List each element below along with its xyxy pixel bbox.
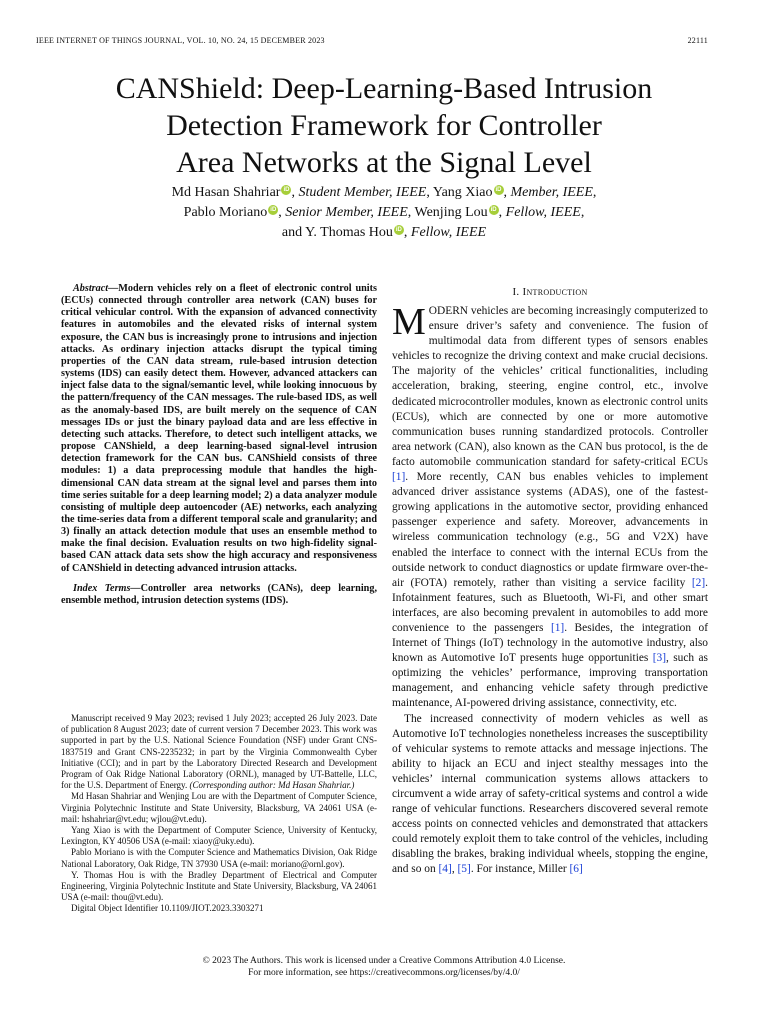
abstract-text: Modern vehicles rely on a fleet of electronic control units (ECUs) connected through controller area network (CAN) buses for critical vehicular control. With the expansion of advanced connectivity features in automobiles and the elevated risks of internal system exposure, the CAN bus is increasingly prone to intrusions and injection attacks. As ordinary injection attacks disrupt the typical timing properties of the CAN data stream, rule-based intrusion detection systems (IDS) can easily detect them. However, advanced attackers can inject false data to the signal/semantic level, while looking innocuous by the pattern/frequency of the CAN messages. The rule-based IDS, as well as the anomaly-based IDS, are built merely on the sequence of CAN messages IDs or just the binary payload data and are less effective in detecting such attacks. Therefore, to detect such intelligent attacks, we propose CANShield, a deep learning-based signal-level intrusion detection framework for the CAN bus. CANShield consists of three modules: 1) a data preprocessing module that handles the high-dimensional CAN data stream at the signal level and parses them into time series suitable for a deep learning model; 2) a data analyzer module consisting of multiple deep autoencoder (AE) networks, each analyzing the time-series data from a different temporal scale and granularity; and 3) finally an attack detection module that uses an ensemble method to make the final decision. Evaluation results on two high-fidelity signal-based CAN attack data sets show the high accuracy and responsiveness of CANShield in detecting advanced intrusion attacks.	[61, 283, 377, 574]
title-line-2: Detection Framework for Controller	[166, 109, 602, 142]
index-terms-label: Index Terms—	[73, 582, 141, 594]
journal-header: IEEE INTERNET OF THINGS JOURNAL, VOL. 10, NO. 24, 15 DECEMBER 2023	[36, 36, 325, 45]
author-role: Fellow, IEEE	[410, 225, 487, 240]
corresponding-author: (Corresponding author: Md Hasan Shahriar.)	[189, 780, 355, 791]
footnote: Pablo Moriano is with the Computer Science and Mathematics Division, Oak Ridge National Laboratory, Oak Ridge, TN 37930 USA (e-mail: moriano@ornl.gov).	[61, 847, 377, 869]
section-title: Introduction	[522, 286, 588, 298]
section-number: I.	[512, 286, 520, 298]
orcid-icon[interactable]: iD	[270, 207, 277, 213]
intro-text: . Besides, the integration of Internet of Things (IoT) technology in the automotive industry, also known as Automotive IoT presents huge opportunities	[392, 621, 708, 665]
drop-cap: M	[392, 301, 426, 343]
author-name: and Y. Thomas Hou	[281, 225, 393, 240]
intro-text: . For instance, Miller	[470, 863, 570, 876]
running-head	[36, 36, 708, 45]
orcid-icon[interactable]: iD	[283, 187, 290, 193]
author-role: Member, IEEE	[510, 185, 593, 200]
author-name: Md Hasan Shahriar	[171, 185, 281, 200]
left-column	[61, 283, 377, 607]
author-role: Student Member, IEEE	[298, 185, 427, 200]
citation-link[interactable]: [1]	[550, 621, 565, 634]
footnote: Y. Thomas Hou is with the Bradley Department of Electrical and Computer Engineering, Virginia Polytechnic Institute and State University, Blacksburg, VA 24061 USA (e-mail: thou@vt.edu).	[61, 869, 377, 903]
author-name: Pablo Moriano	[183, 205, 268, 220]
author-name: Wenjing Lou	[414, 205, 488, 220]
license-url[interactable]: For more information, see https://creativecommons.org/licenses/by/4.0/	[248, 968, 520, 978]
citation-link[interactable]: [5]	[457, 863, 471, 876]
footnote: Yang Xiao is with the Department of Computer Science, University of Kentucky, Lexington, KY 40506 USA (e-mail: xiaoy@uky.edu).	[61, 825, 377, 847]
citation-link[interactable]: [2]	[691, 576, 706, 589]
abstract-label: Abstract—	[73, 283, 119, 294]
license-line: © 2023 The Authors. This work is licensed under a Creative Commons Attribution 4.0 License.	[202, 956, 566, 966]
intro-paragraph	[392, 301, 708, 712]
intro-text: . Infotainment features, such as Bluetooth, Wi-Fi, and other smart interfaces, are also becoming prevalent in automobiles to add more convenience to the passengers	[392, 576, 708, 634]
orcid-icon[interactable]: iD	[495, 187, 502, 193]
introduction-body	[392, 301, 708, 878]
abstract	[61, 283, 377, 575]
doi[interactable]: Digital Object Identifier 10.1109/JIOT.2023.3303271	[71, 903, 264, 914]
page-number: 22111	[687, 36, 708, 45]
orcid-icon[interactable]: iD	[490, 207, 497, 213]
footnote-funding: Manuscript received 9 May 2023; revised 1 July 2023; accepted 26 July 2023. Date of publication 8 August 2023; date of current version 7 December 2023. This work was supported in part by the U.S. National Science Foundation (NSF) under Grant CNS-1837519 and Grant CNS-2235232; in part by the Virginia Commonwealth Cyber Initiative (CCI); and in part by the Laboratory Directed Research and Development Program of Oak Ridge National Laboratory (ORNL), managed by UT-Battelle, LLC, for the U.S. Department of Energy.	[61, 713, 377, 791]
intro-text: The increased connectivity of modern vehicles as well as Automotive IoT technologies nonetheless increases the susceptibility of vehicular systems to remote attacks and message injections. The ability to hijack an ECU and inject stealthy messages into the vehicles’ internal communication systems allows attackers to circumvent a wide array of safety-critical systems and control a wide range of vehicular functions. Researchers discovered several remote access points on connected vehicles and demonstrated that attackers could remotely exploit them to take control of the vehicles, including disabling the brakes, braking individual wheels, stopping the engine, and so on	[392, 712, 708, 876]
author-list: Md Hasan Shahriar iD , Student Member, IEEE, Yang Xiao iD , Member, IEEE, Pablo Moriano iD , Senior Member, IEEE, Wenjing Lou iD , Fellow, IEEE, and Y. Thomas Hou iD , Fellow, IEEE	[171, 185, 597, 240]
author-name: Yang Xiao	[432, 185, 493, 200]
right-column	[392, 283, 708, 878]
author-role: Senior Member, IEEE	[285, 205, 408, 220]
citation-link[interactable]: [1]	[392, 471, 406, 484]
paper-title	[0, 70, 768, 181]
license-notice	[0, 955, 768, 979]
footnote	[61, 713, 377, 791]
intro-text: , such as optimizing the vehicles’ performance, improving transportation management, and enhancing vehicle safety through predictive maintenance, AI-powered driving assistance, connectivity, etc.	[392, 652, 708, 710]
author-role: Fellow, IEEE	[505, 205, 581, 220]
citation-link[interactable]: [6]	[569, 863, 583, 876]
intro-text: ODERN vehicles are becoming increasingly computerized to ensure driver’s safety and convenience. The fusion of multimodal data from different types of sensors enables vehicles to recognize the driving context and make crucial decisions. The majority of the vehicles’ critical functionalities, including acceleration, braking, steering, engine control, etc., involve dedicated microcontroller modules, known as electronic control units (ECUs), which are connected by one or more automotive communication buses running standardized protocols. Controller area network (CAN), also known as the CAN bus protocol, is the de facto automobile communication standard for safety-critical ECUs	[392, 305, 708, 468]
citation-link[interactable]: [4]	[438, 863, 452, 876]
section-heading	[392, 283, 708, 301]
title-line-3: Area Networks at the Signal Level	[176, 146, 592, 179]
intro-paragraph	[392, 712, 708, 878]
citation-link[interactable]: [3]	[652, 652, 667, 665]
footnote: Md Hasan Shahriar and Wenjing Lou are with the Department of Computer Science, Virginia Polytechnic Institute and State University, Blacksburg, VA 24061 USA (e-mail: hshahriar@vt.edu; wjlou@vt.edu).	[61, 791, 377, 824]
index-terms-text: Controller area networks (CANs), deep learning, ensemble method, intrusion detection systems (IDS).	[61, 582, 377, 606]
intro-text: . More recently, CAN bus enables vehicles to implement advanced driver assistance systems (ADAS), one of the fastest-growing applications in the automotive sector, providing enhanced passenger experience and safety. Moreover, advancements in wireless communication technology (e.g., 5G and V2X) have enabled the interface to connect with the internal ECUs from the outside network to conduct diagnostics or update firmware over-the-air (FOTA) remotely, rather than visiting a service facility	[392, 471, 708, 589]
intro-text: ,	[451, 863, 458, 876]
title-line-1: CANShield: Deep-Learning-Based Intrusion	[115, 72, 653, 105]
footnotes	[61, 713, 377, 915]
orcid-icon[interactable]: iD	[395, 227, 402, 233]
index-terms	[61, 583, 377, 607]
